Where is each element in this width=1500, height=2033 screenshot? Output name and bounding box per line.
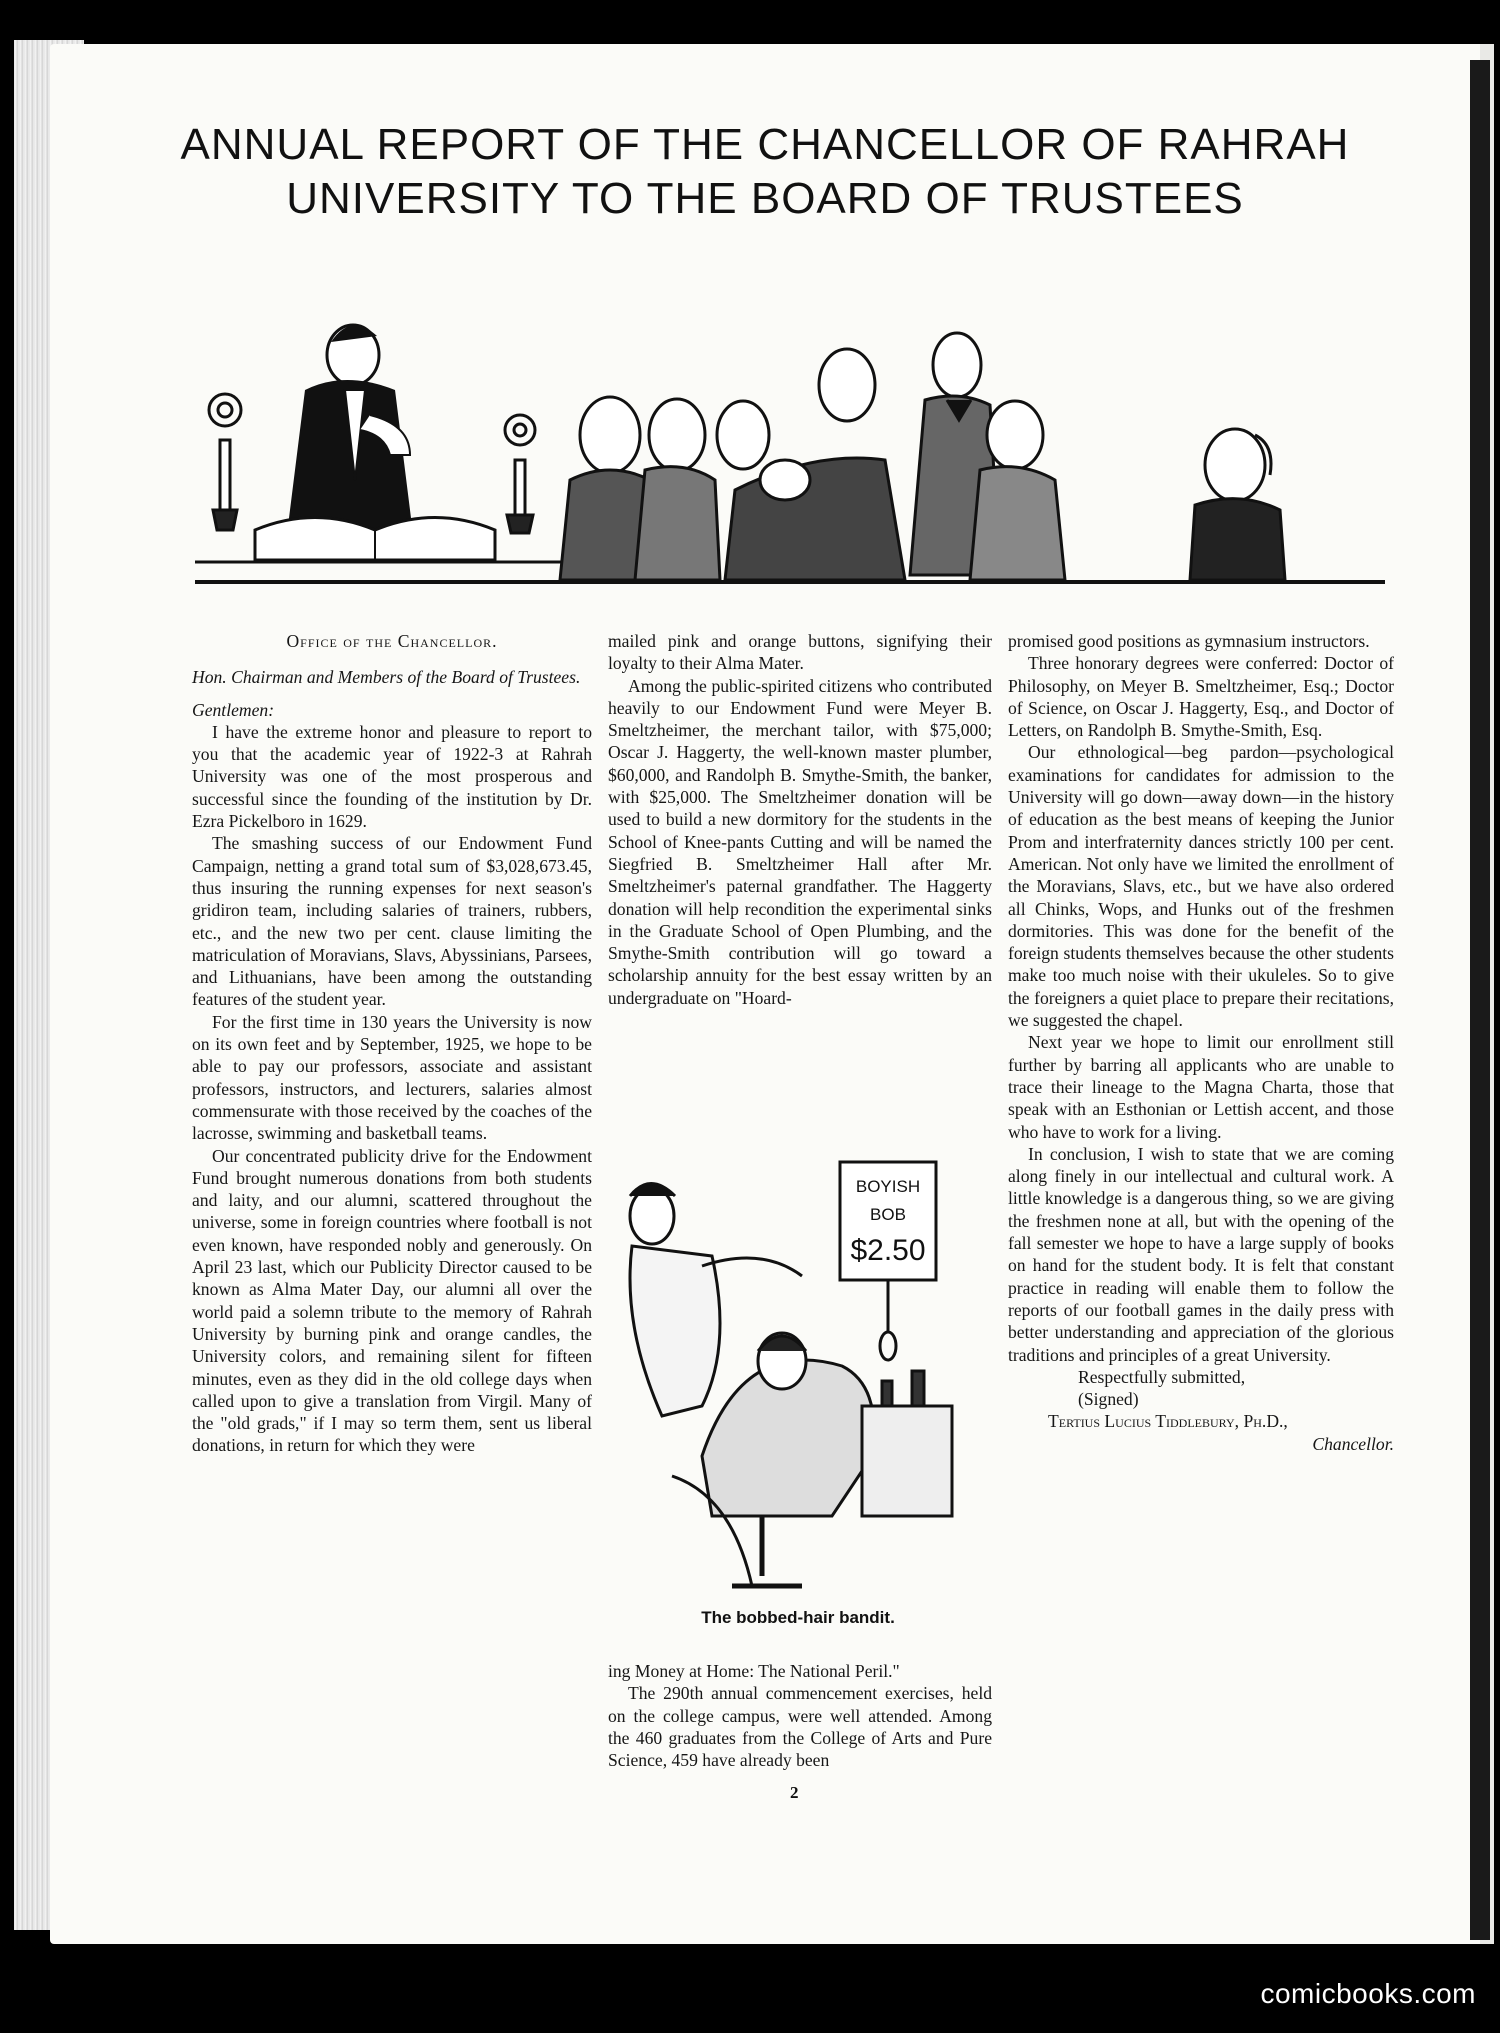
bobbed-hair-bandit-illustration [612,1156,984,1602]
paragraph: For the first time in 130 years the University is now on its own feet and by September, 1925, we hope to be able to pay our professors, associate and assistant professors, instructors, and lecturers, salaries almost commensurate with those received by the coaches of the lacrosse, swimming and basketball teams. [192,1011,592,1144]
page-title [120,118,1410,226]
column-3 [1008,630,1394,1455]
sign-line-1: BOYISH [855,1177,921,1196]
illustration-caption: The bobbed-hair bandit. [701,1608,895,1627]
sign-line-2: BOB [870,1205,906,1224]
signature: Tertius Lucius Tiddlebury, Ph.D., [1048,1411,1288,1432]
page-number: 2 [790,1783,799,1802]
signature-title: Chancellor. [1312,1433,1394,1454]
addressee: Hon. Chairman and Members of the Board of Trustees. [192,667,581,688]
paragraph: I have the extreme honor and pleasure to report to you that the academic year of 1922-3 at Rahrah University was one of the most prosperous and successful since the founding of the institution by Dr. Ezra Pickelboro in 1629. [192,721,592,832]
paragraph: Among the public-spirited citizens who contributed heavily to our Endowment Fund were Meyer B. Smeltzheimer, the merchant tailor, with $75,000; Oscar J. Haggerty, the well-known master plumber, $60,000, and Randolph B. Smythe-Smith, the banker, with $25,000. The Smeltzheimer donation will be used to build a new dormitory for the students in the School of Knee-pants Cutting and will be named the Siegfried B. Smeltzheimer Hall after Mr. Smeltzheimer's paternal grandfather. The Haggerty donation will help recondition the experimental sinks in the Graduate School of Open Plumbing, and the Smythe-Smith contribution will go toward a scholarship annuity for the best essay written by an undergraduate on "Hoard- [608,675,992,1008]
title-line-2: UNIVERSITY TO THE BOARD OF TRUSTEES [286,174,1244,223]
office-heading: Office of the Chancellor. [286,631,498,651]
chancellor-figure [285,325,415,550]
facing-page-edge [1470,60,1490,1940]
column-2-continued [608,1660,992,1771]
trustees-cartoon [195,320,1385,590]
column-2 [608,630,992,1009]
paragraph: Next year we hope to limit our enrollment still further by barring all applicants who are unable to trace their lineage to the Magna Charta, those that speak with an Esthonian or Lettish accent, and those who have to work for a living. [1008,1032,1394,1142]
paragraph: Three honorary degrees were conferred: Doctor of Philosophy, on Meyer B. Smeltzheimer, Esq.; Doctor of Science, on Oscar J. Haggerty, Esq., and Doctor of Letters, on Randolph B. Smythe-Smith, Esq. [1008,653,1394,741]
paragraph: Our concentrated publicity drive for the Endowment Fund brought numerous donations from both students and laity, and our alumni, scattered throughout the universe, some in foreign countries where football is not even known, have responded nobly and generously. On April 23 last, which our Publicity Director caused to be known as Alma Mater Day, our alumni all over the world paid a solemn tribute to the memory of Rahrah University by burning pink and orange candles, the University colors, and remaining silent for fifteen minutes, even as they did in the old college days when called upon to give a translation from Virgil. Many of the "old grads," if I may so term them, sent us liberal donations, in return for which they were [192,1145,592,1456]
paragraph: In conclusion, I wish to state that we are coming along finely in our intellectual and cultural work. A little knowledge is a dangerous thing, so we are giving the freshmen none at all, but with the opening of the fall semester we hope to have a large supply of books on hand for the student body. It is felt that constant practice in reading will enable them to follow the reports of our football games in the daily press with better understanding and appreciation of the glorious traditions and principles of a great University. [1008,1143,1394,1365]
signed-note: (Signed) [1078,1389,1139,1410]
paragraph: The 290th annual commencement exercises, held on the college campus, were well attended. Among the 460 graduates from the College of Arts and Pure Science, 459 have already been [608,1683,992,1771]
title-line-1: ANNUAL REPORT OF THE CHANCELLOR OF RAHRAH [180,120,1350,169]
salutation: Gentlemen: [192,699,275,720]
paragraph: Our ethnological—beg pardon—psychological examinations for candidates for admission to the University will go down—away down—in the history of education as the best means of keeping the Junior Prom and interfraternity dances strictly 100 per cent. American. Not only have we limited the enrollment of the Moravians, Slavs, etc., but we have also ordered all Chinks, Wops, and Hunks out of the freshmen dormitories. This was done for the benefit of the foreign students themselves because the other students make too much noise with their ukuleles. So to give the foreigners a quiet place to prepare their recitations, we suggested the chapel. [1008,742,1394,1031]
sign-price: $2.50 [850,1234,926,1267]
paragraph: ing Money at Home: The National Peril." [608,1661,900,1681]
paragraph: mailed pink and orange buttons, signifying their loyalty to their Alma Mater. [608,631,992,674]
closing-line: Respectfully submitted, [1078,1366,1246,1387]
paragraph: promised good positions as gymnasium instructors. [1008,631,1370,651]
paragraph: The smashing success of our Endowment Fund Campaign, netting a grand total sum of $3,028,673.45, thus insuring the running expenses for next season's gridiron team, including salaries of trainers, rubbers, etc., and the new two per cent. clause limiting the matriculation of Moravians, Slavs, Abyssinians, Parsees, and Lithuanians, have been among the outstanding features of the student year. [192,833,592,1010]
column-1 [192,630,592,1457]
watermark: comicbooks.com [1260,1978,1476,2009]
trustees-group [560,333,1285,580]
